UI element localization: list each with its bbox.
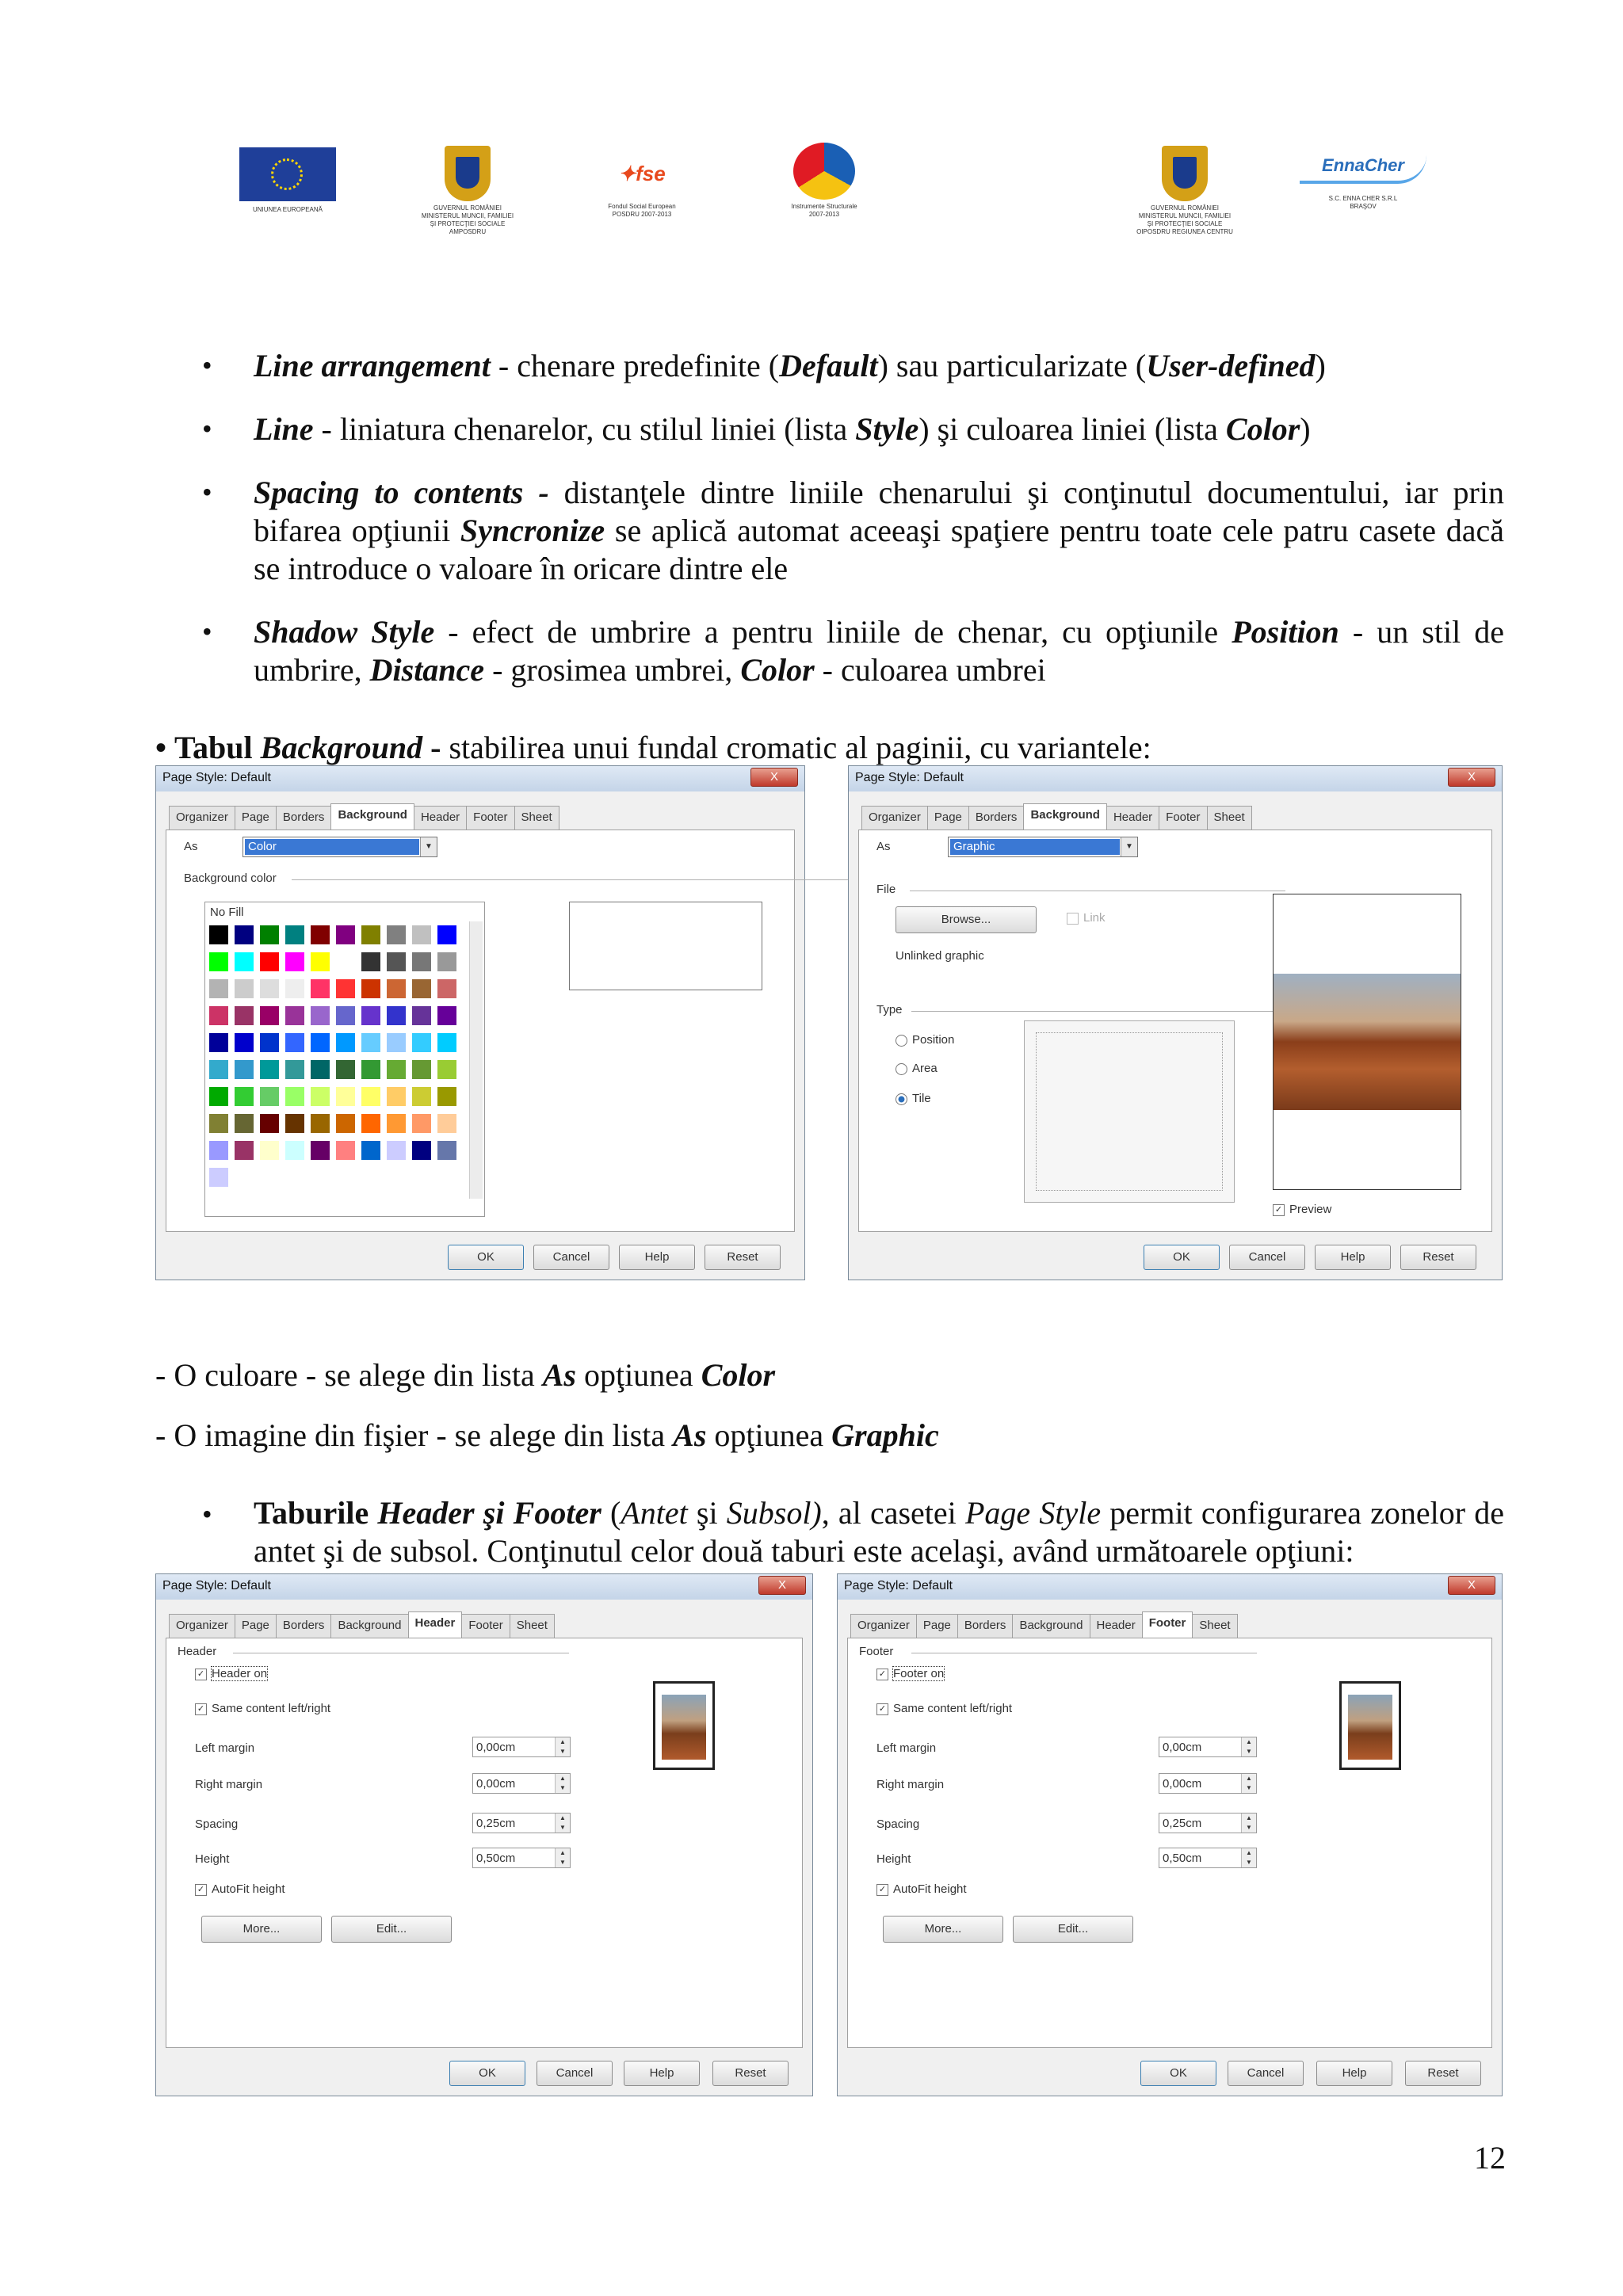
color-swatch[interactable]	[335, 952, 356, 972]
tab-footer[interactable]: Footer	[461, 1614, 510, 1638]
tab-borders[interactable]: Borders	[276, 1614, 332, 1638]
tile-radio[interactable]: Tile	[896, 1092, 931, 1105]
bullet-dot: •	[202, 1498, 212, 1530]
tab-page[interactable]: Page	[235, 1614, 277, 1638]
color-swatch[interactable]	[411, 1059, 432, 1080]
color-swatch[interactable]	[234, 978, 254, 999]
color-swatch[interactable]	[285, 1005, 305, 1026]
more-button[interactable]: More...	[883, 1916, 1003, 1943]
cancel-button[interactable]: Cancel	[537, 2061, 613, 2086]
autofit-height-checkbox[interactable]: ✓ AutoFit height	[195, 1882, 285, 1896]
file-label: File	[876, 883, 896, 896]
header-footer-bullet: Taburile Header şi Footer (Antet şi Subsol), al casetei Page Style permit configurarea zonelor de antet şi de subsol. Conţinutul celor două taburi este acelaşi, având următoarele opţiuni:	[254, 1495, 1504, 1569]
spin-arrows-icon: ▲ ▼	[555, 1848, 570, 1867]
same-content-checkbox[interactable]: ✓ Same content left/right	[195, 1702, 330, 1715]
tab-background[interactable]: Background	[330, 1614, 408, 1638]
tab-sheet[interactable]: Sheet	[1192, 1614, 1237, 1638]
tab-background[interactable]: Background	[1012, 1614, 1090, 1638]
preview-checkbox[interactable]: ✓ Preview	[1273, 1203, 1331, 1216]
color-swatch[interactable]	[208, 1140, 229, 1161]
height-label: Height	[876, 1852, 911, 1866]
monument-valley-image	[1274, 974, 1461, 1110]
romania-coat-of-arms-logo-2	[1109, 146, 1260, 236]
color-swatch[interactable]	[361, 1059, 381, 1080]
color-swatch[interactable]	[285, 1140, 305, 1161]
tab-footer[interactable]: Footer	[466, 806, 514, 830]
instrumente-structurale-icon	[793, 143, 855, 200]
color-swatch[interactable]	[285, 978, 305, 999]
color-swatch[interactable]	[386, 1059, 407, 1080]
chevron-down-icon[interactable]: ▼	[420, 837, 437, 856]
color-swatch[interactable]	[234, 925, 254, 945]
tab-sheet[interactable]: Sheet	[1207, 806, 1252, 830]
color-swatch[interactable]	[259, 1059, 280, 1080]
color-swatch[interactable]	[285, 925, 305, 945]
bullet-dot: •	[202, 616, 212, 647]
color-swatch[interactable]	[208, 1113, 229, 1134]
ennacher-wordmark: EnnaCher	[1300, 155, 1426, 184]
color-swatch[interactable]	[234, 1086, 254, 1107]
height-field[interactable]: 0,50cm ▲ ▼	[472, 1848, 571, 1868]
spacing-label: Spacing	[195, 1817, 239, 1831]
coat-of-arms-icon	[445, 146, 491, 201]
color-swatch[interactable]	[208, 1086, 229, 1107]
cancel-button[interactable]: Cancel	[1228, 2061, 1304, 2086]
tab-borders[interactable]: Borders	[957, 1614, 1014, 1638]
area-radio[interactable]: Area	[896, 1062, 938, 1075]
color-swatch[interactable]	[310, 925, 330, 945]
color-swatch[interactable]	[411, 925, 432, 945]
tab-organizer[interactable]: Organizer	[850, 1614, 917, 1638]
tab-header[interactable]: Header	[1106, 806, 1159, 830]
color-swatch[interactable]	[234, 1059, 254, 1080]
footer-section-label: Footer	[859, 1645, 894, 1658]
as-select-value: Graphic	[950, 839, 1120, 855]
ok-button[interactable]: OK	[449, 2061, 525, 2086]
graphic-option-line: - O imagine din fişier - se alege din lista As opţiunea Graphic	[155, 1417, 939, 1453]
color-swatch[interactable]	[234, 952, 254, 972]
color-swatch[interactable]	[259, 952, 280, 972]
right-margin-label: Right margin	[195, 1778, 263, 1791]
right-margin-label: Right margin	[876, 1778, 945, 1791]
spacing-field[interactable]: 0,25cm ▲ ▼	[472, 1813, 571, 1833]
color-swatch[interactable]	[259, 1140, 280, 1161]
bullet-shadow-style: Shadow Style - efect de umbrire a pentru liniile de chenar, cu opţiunile Position - un stil de umbrire, Distance - grosimea umbrei, Color - culoarea umbrei	[254, 614, 1505, 688]
header-section-label: Header	[178, 1645, 217, 1658]
height-label: Height	[195, 1852, 230, 1866]
color-swatch[interactable]	[335, 1032, 356, 1053]
cancel-button[interactable]: Cancel	[1229, 1245, 1305, 1270]
color-swatch[interactable]	[208, 952, 229, 972]
color-swatch[interactable]	[411, 1086, 432, 1107]
divider	[292, 879, 876, 880]
bullet-dot: •	[202, 413, 212, 444]
color-swatch[interactable]	[259, 1032, 280, 1053]
tab-header[interactable]: Header	[414, 806, 467, 830]
tab-footer[interactable]: Footer	[1159, 806, 1207, 830]
logo-caption: UNIUNEA EUROPEANĂ	[252, 206, 323, 213]
color-swatch[interactable]	[285, 1086, 305, 1107]
tab-header[interactable]: Header	[1090, 1614, 1143, 1638]
reset-button[interactable]: Reset	[712, 2061, 789, 2086]
spin-arrows-icon: ▲ ▼	[1241, 1774, 1256, 1793]
more-button[interactable]: More...	[201, 1916, 322, 1943]
color-swatch[interactable]	[361, 1005, 381, 1026]
fse-star-icon: ✦fse	[618, 162, 666, 185]
right-margin-field[interactable]: 0,00cm ▲ ▼	[1159, 1773, 1257, 1794]
color-swatch[interactable]	[437, 1086, 457, 1107]
color-swatch[interactable]	[285, 952, 305, 972]
help-button[interactable]: Help	[619, 1245, 695, 1270]
palette-scrollbar[interactable]	[469, 921, 483, 1199]
same-content-checkbox[interactable]: ✓ Same content left/right	[876, 1702, 1012, 1715]
color-preview	[569, 902, 762, 990]
position-grid	[1024, 1020, 1235, 1203]
color-swatch[interactable]	[335, 1140, 356, 1161]
color-palette	[204, 902, 485, 1217]
divider	[911, 1011, 1285, 1012]
as-select[interactable]	[242, 837, 437, 857]
color-swatch[interactable]	[335, 978, 356, 999]
tab-panel	[166, 830, 795, 1232]
tab-organizer[interactable]: Organizer	[169, 1614, 235, 1638]
type-label: Type	[876, 1003, 903, 1016]
as-select-value: Color	[245, 839, 419, 855]
logo-caption: Fondul Social European POSDRU 2007-2013	[608, 203, 676, 218]
help-button[interactable]: Help	[1315, 1245, 1391, 1270]
tab-panel	[858, 830, 1492, 1232]
color-swatch[interactable]	[437, 1032, 457, 1053]
page-style-dialog-background-graphic	[848, 765, 1503, 1280]
color-swatch[interactable]	[310, 1005, 330, 1026]
color-swatch[interactable]	[361, 1113, 381, 1134]
left-margin-field[interactable]: 0,00cm ▲ ▼	[472, 1737, 571, 1757]
tab-sheet[interactable]: Sheet	[510, 1614, 555, 1638]
color-swatch[interactable]	[411, 1032, 432, 1053]
reset-button[interactable]: Reset	[705, 1245, 781, 1270]
color-swatch[interactable]	[361, 1140, 381, 1161]
color-swatch[interactable]	[335, 1086, 356, 1107]
help-button[interactable]: Help	[624, 2061, 700, 2086]
reset-button[interactable]: Reset	[1405, 2061, 1481, 2086]
chevron-down-icon[interactable]: ▼	[1121, 837, 1137, 856]
help-button[interactable]: Help	[1316, 2061, 1392, 2086]
tab-panel	[166, 1638, 803, 2048]
spin-arrows-icon: ▲ ▼	[555, 1774, 570, 1793]
link-checkbox[interactable]: Link	[1067, 911, 1106, 925]
bullet-spacing-to-contents: Spacing to contents - distanţele dintre liniile chenarului şi conţinutul documentului, iar prin bifarea opţiunii Syncronize se aplică automat aceeaşi spaţiere pentru toate cele patru casete dacă se introduce o valoare în oricare dintre ele	[254, 475, 1505, 586]
color-swatch[interactable]	[234, 1005, 254, 1026]
color-swatch[interactable]	[310, 1113, 330, 1134]
color-swatch[interactable]	[259, 925, 280, 945]
tab-borders[interactable]: Borders	[276, 806, 332, 830]
height-field[interactable]: 0,50cm ▲ ▼	[1159, 1848, 1257, 1868]
color-swatch[interactable]	[437, 1005, 457, 1026]
left-margin-label: Left margin	[876, 1741, 937, 1755]
page-number: 12	[1474, 2140, 1506, 2176]
bullet-dot: •	[202, 349, 212, 381]
close-button[interactable]: X	[758, 1576, 806, 1595]
close-button[interactable]: X	[750, 768, 798, 787]
logo-caption: Instrumente Structurale 2007-2013	[791, 203, 857, 218]
dialog-title: Page Style: Default	[855, 771, 964, 784]
bullet-line-arrangement: Line arrangement - chenare predefinite (Default) sau particularizate (User-defined)	[254, 348, 1326, 383]
color-swatch[interactable]	[259, 1113, 280, 1134]
color-swatch[interactable]	[361, 978, 381, 999]
tab-header[interactable]: Header	[408, 1611, 463, 1639]
tab-bar	[169, 1614, 554, 1638]
background-color-label: Background color	[184, 871, 277, 885]
spin-arrows-icon: ▲ ▼	[555, 1814, 570, 1833]
color-swatch[interactable]	[411, 952, 432, 972]
romania-coat-of-arms-logo	[396, 146, 539, 236]
color-swatch[interactable]	[411, 1005, 432, 1026]
bullet-line: Line - liniatura chenarelor, cu stilul liniei (lista Style) şi culoarea liniei (lista Color)	[254, 411, 1311, 447]
tab-footer[interactable]: Footer	[1142, 1611, 1193, 1639]
left-margin-label: Left margin	[195, 1741, 255, 1755]
autofit-height-checkbox[interactable]: ✓ AutoFit height	[876, 1882, 967, 1896]
spin-arrows-icon: ▲ ▼	[555, 1737, 570, 1756]
color-swatch[interactable]	[335, 1005, 356, 1026]
color-swatch[interactable]	[361, 925, 381, 945]
color-swatch[interactable]	[437, 1140, 457, 1161]
tab-bar	[861, 806, 1251, 830]
color-swatch[interactable]	[386, 1140, 407, 1161]
background-tab-intro: • Tabul Background - stabilirea unui fundal cromatic al paginii, cu variantele:	[155, 730, 1151, 765]
page-style-dialog-background-color	[155, 765, 805, 1280]
color-swatch[interactable]	[411, 1113, 432, 1134]
color-swatch[interactable]	[386, 1113, 407, 1134]
color-swatch[interactable]	[411, 978, 432, 999]
color-swatch[interactable]	[310, 952, 330, 972]
color-swatch[interactable]	[386, 925, 407, 945]
as-select[interactable]	[948, 837, 1138, 857]
unlinked-graphic-label: Unlinked graphic	[896, 949, 984, 963]
color-option-line: - O culoare - se alege din lista As opţiunea Color	[155, 1357, 776, 1393]
color-swatch[interactable]	[386, 1086, 407, 1107]
page-preview-thumbnail	[653, 1681, 715, 1770]
tab-bar	[850, 1614, 1237, 1638]
spin-arrows-icon: ▲ ▼	[1241, 1814, 1256, 1833]
spacing-field[interactable]: 0,25cm ▲ ▼	[1159, 1813, 1257, 1833]
left-margin-field[interactable]: 0,00cm ▲ ▼	[1159, 1737, 1257, 1757]
spin-arrows-icon: ▲ ▼	[1241, 1848, 1256, 1867]
color-swatch[interactable]	[208, 1032, 229, 1053]
color-swatch[interactable]	[285, 1032, 305, 1053]
ok-button[interactable]: OK	[1140, 2061, 1216, 2086]
color-swatch[interactable]	[208, 1167, 229, 1188]
color-swatch[interactable]	[361, 1032, 381, 1053]
tab-background[interactable]: Background	[1023, 803, 1107, 831]
tab-page[interactable]: Page	[235, 806, 277, 830]
dialog-title: Page Style: Default	[162, 1579, 271, 1592]
ok-button[interactable]: OK	[448, 1245, 524, 1270]
page-preview-thumbnail	[1339, 1681, 1401, 1770]
color-swatch[interactable]	[285, 1113, 305, 1134]
edit-button[interactable]: Edit...	[1013, 1916, 1133, 1943]
page-style-dialog-footer	[837, 1573, 1503, 2096]
color-swatch[interactable]	[386, 978, 407, 999]
tab-organizer[interactable]: Organizer	[861, 806, 928, 830]
tab-bar	[169, 806, 559, 830]
color-swatch[interactable]	[411, 1140, 432, 1161]
tab-page[interactable]: Page	[916, 1614, 958, 1638]
close-button[interactable]: X	[1448, 1576, 1495, 1595]
color-swatch[interactable]	[335, 925, 356, 945]
color-swatch[interactable]	[234, 1140, 254, 1161]
color-swatch[interactable]	[208, 1059, 229, 1080]
tab-panel	[847, 1638, 1492, 2048]
color-swatch[interactable]	[259, 978, 280, 999]
page-style-dialog-header	[155, 1573, 813, 2096]
spin-arrows-icon: ▲ ▼	[1241, 1737, 1256, 1756]
ennacher-logo	[1292, 155, 1434, 211]
color-swatch[interactable]	[310, 978, 330, 999]
color-swatch[interactable]	[386, 1032, 407, 1053]
color-swatch[interactable]	[208, 925, 229, 945]
right-margin-field[interactable]: 0,00cm ▲ ▼	[472, 1773, 571, 1794]
color-swatch[interactable]	[386, 1005, 407, 1026]
color-swatch[interactable]	[310, 1032, 330, 1053]
color-swatch[interactable]	[361, 1086, 381, 1107]
edit-button[interactable]: Edit...	[331, 1916, 452, 1943]
color-swatch[interactable]	[335, 1059, 356, 1080]
coat-of-arms-icon	[1162, 146, 1208, 201]
fse-logo	[586, 147, 697, 219]
logo-caption: S.C. ENNA CHER S.R.L BRAŞOV	[1328, 195, 1398, 210]
cancel-button[interactable]: Cancel	[533, 1245, 609, 1270]
spacing-label: Spacing	[876, 1817, 920, 1831]
dialog-title: Page Style: Default	[162, 771, 271, 784]
footer-on-checkbox[interactable]: ✓ Footer on	[876, 1667, 944, 1680]
preview-box	[1273, 894, 1461, 1190]
color-swatch[interactable]	[285, 1059, 305, 1080]
tab-organizer[interactable]: Organizer	[169, 806, 235, 830]
color-swatch[interactable]	[437, 1113, 457, 1134]
logo-caption: GUVERNUL ROMÂNIEI MINISTERUL MUNCII, FAMILIEI ŞI PROTECŢIEI SOCIALE OIPOSDRU REGIUNEA CENTRU	[1136, 204, 1233, 235]
color-swatch[interactable]	[234, 1113, 254, 1134]
browse-button[interactable]: Browse...	[896, 906, 1037, 933]
tab-borders[interactable]: Borders	[968, 806, 1025, 830]
color-swatch[interactable]	[437, 925, 457, 945]
as-label: As	[184, 840, 198, 853]
reset-button[interactable]: Reset	[1400, 1245, 1476, 1270]
position-radio[interactable]: Position	[896, 1033, 954, 1047]
color-swatch[interactable]	[437, 1059, 457, 1080]
color-swatch[interactable]	[259, 1005, 280, 1026]
color-swatch[interactable]	[335, 1113, 356, 1134]
eu-flag-logo	[236, 147, 339, 214]
color-swatch[interactable]	[234, 1032, 254, 1053]
color-swatch[interactable]	[310, 1086, 330, 1107]
tab-page[interactable]: Page	[927, 806, 969, 830]
as-label: As	[876, 840, 891, 853]
close-button[interactable]: X	[1448, 768, 1495, 787]
color-swatch[interactable]	[310, 1059, 330, 1080]
color-swatch[interactable]	[437, 952, 457, 972]
tab-sheet[interactable]: Sheet	[514, 806, 559, 830]
tab-background[interactable]: Background	[330, 803, 414, 831]
color-swatch[interactable]	[259, 1086, 280, 1107]
bullet-dot: •	[202, 476, 212, 508]
header-on-checkbox[interactable]: ✓ Header on	[195, 1667, 267, 1680]
ok-button[interactable]: OK	[1144, 1245, 1220, 1270]
color-swatch[interactable]	[386, 952, 407, 972]
color-swatch[interactable]	[208, 978, 229, 999]
color-swatch[interactable]	[208, 1005, 229, 1026]
logo-caption: GUVERNUL ROMÂNIEI MINISTERUL MUNCII, FAMILIEI ŞI PROTECŢIEI SOCIALE AMPOSDRU	[421, 204, 514, 235]
color-swatch[interactable]	[437, 978, 457, 999]
color-swatch[interactable]	[310, 1140, 330, 1161]
instrumente-structurale-logo	[769, 143, 880, 219]
eu-flag-icon	[239, 147, 336, 201]
no-fill-option[interactable]: No Fill	[210, 906, 244, 919]
dialog-title: Page Style: Default	[844, 1579, 953, 1592]
color-swatch[interactable]	[361, 952, 381, 972]
